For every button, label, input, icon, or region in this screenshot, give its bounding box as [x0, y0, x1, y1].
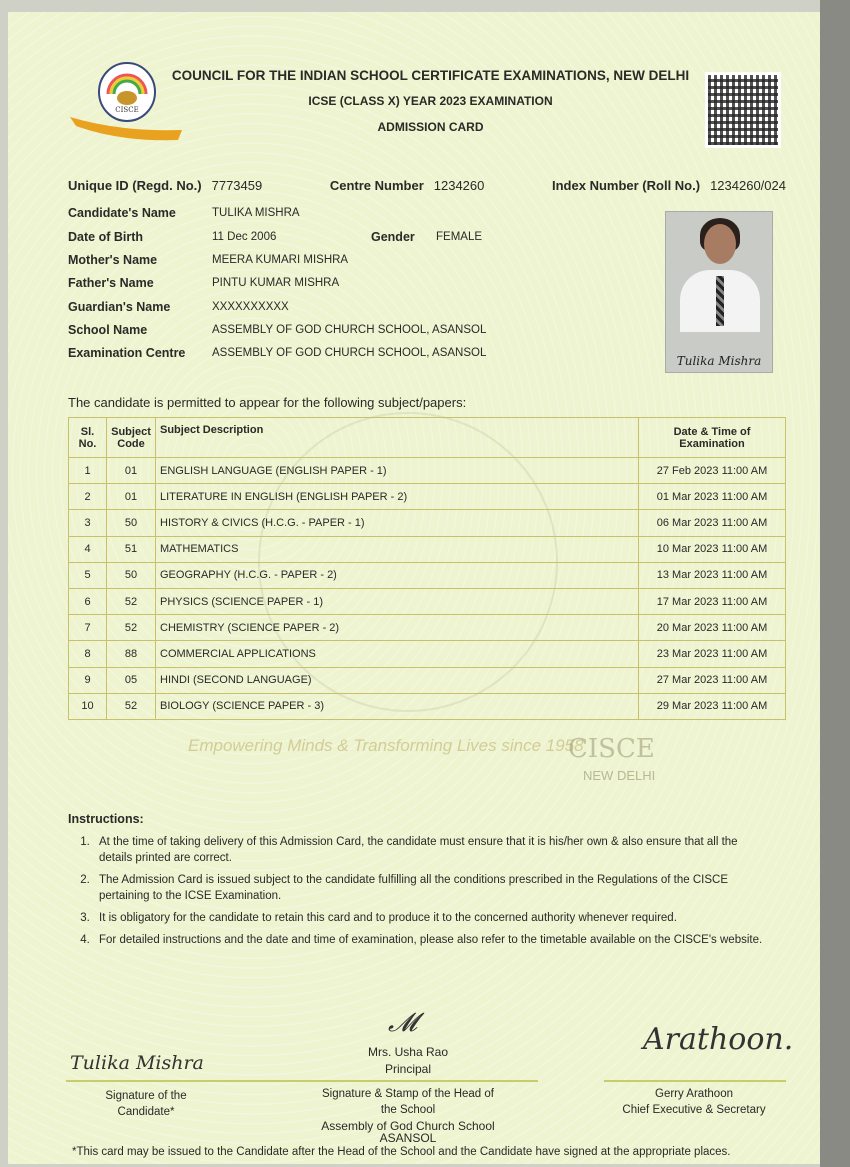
index-label: Index Number (Roll No.) [552, 178, 701, 193]
watermark-sub: NEW DELHI [583, 768, 656, 783]
table-row [69, 588, 786, 614]
centre-value: 1234260 [433, 178, 485, 193]
school-label: School Name [68, 323, 148, 337]
photo-signature: Tulika Mishra [676, 354, 762, 368]
principal-signature: 𝓜 [388, 1008, 418, 1038]
cell-sl: 4 [69, 536, 107, 562]
stamp-city: ASANSOL [379, 1131, 437, 1145]
table-row [69, 667, 786, 693]
cell-desc: GEOGRAPHY (H.C.G. - PAPER - 2) [156, 562, 639, 588]
cell-sl: 3 [69, 510, 107, 536]
watermark-text: CISCE [568, 734, 655, 764]
mother-label: Mother's Name [68, 253, 158, 267]
cell-date: 10 Mar 2023 11:00 AM [639, 536, 786, 562]
instruction-item: 4. For detailed instructions and the date and time of examination, please also refer to the timetable available on the CISCE's website. [93, 932, 773, 948]
caption-line: Signature of the [105, 1090, 187, 1102]
id-row [68, 178, 786, 193]
cell-date: 29 Mar 2023 11:00 AM [639, 693, 786, 719]
org-title: COUNCIL FOR THE INDIAN SCHOOL CERTIFICATE EXAMINATIONS, NEW DELHI [171, 68, 690, 83]
gender-value: FEMALE [436, 231, 483, 243]
cell-date: 13 Mar 2023 11:00 AM [639, 562, 786, 588]
cell-date: 23 Mar 2023 11:00 AM [639, 641, 786, 667]
cell-date: 06 Mar 2023 11:00 AM [639, 510, 786, 536]
caption-line: Signature & Stamp of the Head of [322, 1088, 494, 1100]
dob-value: 11 Dec 2006 [212, 231, 277, 243]
cell-code: 52 [107, 588, 156, 614]
instruction-item: 2. The Admission Card is issued subject to the candidate fulfilling all the conditions prescribed in the Regulations of the CISCE pertaining to the ICSE Examination. [93, 872, 773, 904]
candidate-signature: Tulika Mishra [70, 1052, 204, 1074]
cell-code: 01 [107, 458, 156, 484]
uid-value: 7773459 [211, 178, 263, 193]
col-sl: Sl. No. [69, 418, 107, 458]
cell-desc: HISTORY & CIVICS (H.C.G. - PAPER - 1) [156, 510, 639, 536]
table-row [69, 458, 786, 484]
centre-label: Centre Number [329, 178, 424, 193]
document-title: ADMISSION CARD [377, 120, 484, 134]
name-label: Candidate's Name [68, 206, 176, 220]
table-header [69, 418, 786, 458]
gender-label: Gender [371, 230, 415, 244]
cell-desc: COMMERCIAL APPLICATIONS [156, 641, 639, 667]
cell-desc: MATHEMATICS [156, 536, 639, 562]
qr-code [705, 72, 781, 148]
cell-date: 20 Mar 2023 11:00 AM [639, 615, 786, 641]
admission-card [8, 12, 820, 1164]
cell-sl: 5 [69, 562, 107, 588]
col-code: Subject Code [107, 418, 156, 458]
table-row [69, 536, 786, 562]
table-row [69, 562, 786, 588]
cell-date: 27 Mar 2023 11:00 AM [639, 667, 786, 693]
exam-centre-value: ASSEMBLY OF GOD CHURCH SCHOOL, ASANSOL [212, 347, 487, 359]
subjects-table [68, 417, 786, 720]
uid-label: Unique ID (Regd. No.) [68, 178, 202, 193]
cell-code: 01 [107, 484, 156, 510]
instruction-item: 1. At the time of taking delivery of this Admission Card, the candidate must ensure that it is his/her own & also ensure that all the details printed are correct. [93, 834, 773, 866]
cell-desc: HINDI (SECOND LANGUAGE) [156, 667, 639, 693]
head-sig-caption [268, 1086, 548, 1118]
stamp-school: Assembly of God Church School [321, 1119, 495, 1133]
cell-desc: PHYSICS (SCIENCE PAPER - 1) [156, 588, 639, 614]
candidate-photo [665, 211, 773, 373]
caption-line: the School [380, 1104, 436, 1116]
table-row [69, 615, 786, 641]
cell-sl: 1 [69, 458, 107, 484]
ce-caption [594, 1086, 794, 1118]
school-value: ASSEMBLY OF GOD CHURCH SCHOOL, ASANSOL [212, 324, 487, 336]
stamp-name: Mrs. Usha Rao [367, 1045, 449, 1059]
col-date: Date & Time of Examination [639, 418, 786, 458]
ce-sig-line [604, 1080, 786, 1082]
exam-centre-label: Examination Centre [68, 346, 186, 360]
candidate-sig-caption [66, 1088, 226, 1120]
cell-desc: LITERATURE IN ENGLISH (ENGLISH PAPER - 2) [156, 484, 639, 510]
cell-sl: 8 [69, 641, 107, 667]
cell-code: 50 [107, 562, 156, 588]
dob-label: Date of Birth [68, 230, 143, 244]
mother-value: MEERA KUMARI MISHRA [212, 254, 349, 266]
svg-text:CISCE: CISCE [115, 106, 139, 114]
table-row [69, 693, 786, 719]
cell-sl: 2 [69, 484, 107, 510]
cell-code: 52 [107, 693, 156, 719]
table-row [69, 641, 786, 667]
cell-code: 51 [107, 536, 156, 562]
cell-sl: 6 [69, 588, 107, 614]
watermark-motto: Empowering Minds & Transforming Lives since 1958 [188, 736, 584, 755]
head-sig-line [213, 1080, 538, 1082]
permitted-text: The candidate is permitted to appear for the following subject/papers: [68, 395, 467, 410]
cell-sl: 7 [69, 615, 107, 641]
cell-date: 27 Feb 2023 11:00 AM [639, 458, 786, 484]
father-label: Father's Name [68, 276, 154, 290]
cell-desc: CHEMISTRY (SCIENCE PAPER - 2) [156, 615, 639, 641]
father-value: PINTU KUMAR MISHRA [212, 277, 340, 289]
guardian-label: Guardian's Name [68, 300, 171, 314]
cell-code: 05 [107, 667, 156, 693]
instructions-title: Instructions: [68, 812, 144, 826]
cell-code: 52 [107, 615, 156, 641]
stamp-designation: Principal [384, 1062, 432, 1076]
cell-code: 88 [107, 641, 156, 667]
cell-date: 01 Mar 2023 11:00 AM [639, 484, 786, 510]
footnote: *This card may be issued to the Candidate after the Head of the School and the Candidate have signed at the appropriate places. [72, 1146, 731, 1158]
exam-title: ICSE (CLASS X) YEAR 2023 EXAMINATION [308, 94, 553, 108]
cell-desc: BIOLOGY (SCIENCE PAPER - 3) [156, 693, 639, 719]
cell-sl: 10 [69, 693, 107, 719]
ce-name: Gerry Arathoon [655, 1088, 733, 1100]
scan-edge [820, 0, 850, 1167]
cell-desc: ENGLISH LANGUAGE (ENGLISH PAPER - 1) [156, 458, 639, 484]
instructions-list [93, 834, 773, 954]
col-desc: Subject Description [156, 418, 639, 458]
cell-date: 17 Mar 2023 11:00 AM [639, 588, 786, 614]
instruction-item: 3. It is obligatory for the candidate to retain this card and to produce it to the concerned authority whenever required. [93, 910, 773, 926]
guardian-value: XXXXXXXXXX [212, 301, 289, 313]
caption-line: Candidate* [117, 1106, 175, 1118]
cell-sl: 9 [69, 667, 107, 693]
candidate-sig-line [66, 1080, 226, 1082]
cell-code: 50 [107, 510, 156, 536]
ce-title: Chief Executive & Secretary [622, 1104, 766, 1116]
table-row [69, 484, 786, 510]
name-value: TULIKA MISHRA [212, 207, 300, 219]
index-value: 1234260/024 [710, 178, 786, 193]
ce-signature: Arathoon. [643, 1022, 794, 1057]
table-row [69, 510, 786, 536]
